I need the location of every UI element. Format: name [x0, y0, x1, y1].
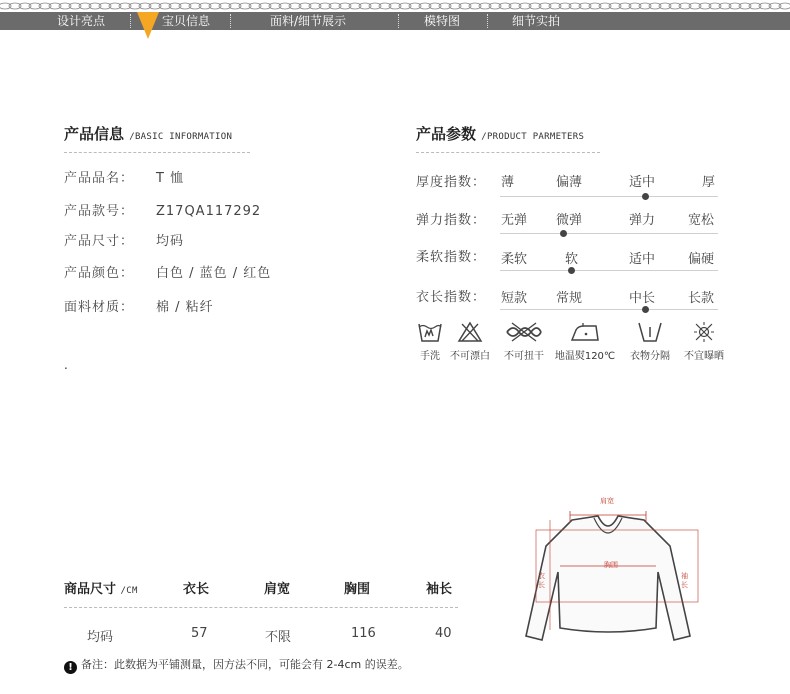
tab-separator [487, 14, 488, 28]
param-label-length: 衣长指数： [416, 290, 487, 305]
param-option: 适中 [629, 252, 656, 267]
param-option: 常规 [556, 291, 583, 306]
info-value: T 恤 [156, 171, 185, 186]
care-no-wring [498, 321, 550, 362]
param-option: 弹力 [629, 213, 656, 228]
tshirt-outline [526, 516, 690, 640]
param-selected-dot [568, 267, 575, 274]
param-option: 薄 [501, 175, 515, 190]
info-row-style-no [64, 200, 261, 219]
info-label: 产品尺寸： [64, 234, 135, 249]
care-no-bleach [445, 321, 495, 362]
info-value: 白色 / 蓝色 / 红色 [156, 266, 272, 281]
care-label: 衣物分隔 [630, 351, 670, 362]
care-label: 不可漂白 [450, 351, 490, 362]
param-selected-dot [642, 306, 649, 313]
size-table-title [64, 578, 138, 597]
size-header-shoulder: 肩宽 [264, 582, 291, 597]
param-option: 偏薄 [556, 175, 583, 190]
product-info-subtitle: /BASIC INFORMATION [129, 132, 233, 142]
size-cell-shoulder: 不限 [265, 630, 292, 645]
info-label: 产品品名： [64, 171, 135, 186]
size-cell-size: 均码 [87, 630, 114, 645]
care-hand-wash [412, 321, 448, 362]
decorative-chain-border [0, 0, 790, 12]
param-option: 短款 [501, 291, 528, 306]
care-label: 不可扭干 [504, 351, 544, 362]
info-row-name [64, 167, 184, 186]
info-row-color [64, 262, 271, 281]
product-params-heading [416, 123, 584, 144]
product-params-subtitle: /PRODUCT PARMETERS [481, 132, 585, 142]
diagram-sleeve-label: 袖长 [681, 572, 688, 589]
size-header-chest: 胸围 [344, 582, 371, 597]
info-value: Z17QA117292 [156, 204, 262, 219]
active-tab-marker [137, 12, 159, 39]
tab-model-photos[interactable]: 模特图 [424, 14, 461, 28]
param-label-thickness: 厚度指数： [416, 175, 487, 190]
tab-product-info[interactable]: 宝贝信息 [162, 14, 211, 28]
info-value: 均码 [156, 234, 185, 249]
no-sun-dry-icon [692, 321, 716, 343]
hand-wash-icon [417, 321, 443, 343]
care-wash-separately [624, 321, 676, 362]
diagram-chest-label: 胸围 [604, 561, 618, 569]
no-wring-icon [504, 321, 544, 343]
tab-fabric-details[interactable]: 面料/细节展示 [270, 14, 347, 28]
warning-icon: ! [64, 661, 77, 674]
tab-bar [0, 12, 790, 30]
size-title: 商品尺寸 [64, 582, 117, 597]
info-label: 面料材质： [64, 300, 135, 315]
wash-separately-icon [636, 321, 664, 343]
size-cell-length: 57 [191, 626, 208, 641]
info-row-size [64, 230, 184, 249]
param-option: 柔软 [501, 252, 528, 267]
no-bleach-icon [457, 321, 483, 343]
diagram-length-label: 衣长 [538, 572, 545, 589]
size-cell-chest: 116 [351, 626, 376, 641]
size-cell-sleeve: 40 [435, 626, 452, 641]
iron-low-icon [569, 321, 601, 343]
info-value: 棉 / 粘纤 [156, 300, 214, 315]
tab-detail-photos[interactable]: 细节实拍 [512, 14, 561, 28]
stray-dot: . [64, 358, 68, 372]
param-label-softness: 柔软指数： [416, 250, 487, 265]
param-option: 偏硬 [688, 252, 715, 267]
size-header-length: 衣长 [183, 582, 210, 597]
care-no-sun-dry [678, 321, 730, 362]
tab-separator [230, 14, 231, 28]
product-info-heading [64, 123, 232, 144]
tshirt-measurement-diagram [520, 490, 700, 650]
size-header-sleeve: 袖长 [426, 582, 453, 597]
divider [416, 152, 600, 153]
size-unit: /CM [120, 586, 138, 596]
param-option: 厚 [702, 175, 716, 190]
tab-separator [398, 14, 399, 28]
info-row-material [64, 296, 214, 315]
care-iron-low [553, 321, 617, 362]
param-scale-line [500, 196, 718, 197]
param-selected-dot [560, 230, 567, 237]
divider [64, 607, 458, 608]
care-label: 地温熨120℃ [554, 351, 616, 362]
care-label: 不宜曝晒 [684, 351, 724, 362]
note-text: 备注：此数据为平铺测量，因方法不同，可能会有 2-4cm 的误差。 [81, 658, 409, 671]
care-label: 手洗 [420, 351, 440, 362]
param-option: 微弹 [556, 213, 583, 228]
param-option: 宽松 [688, 213, 715, 228]
info-label: 产品款号： [64, 204, 135, 219]
param-label-elasticity: 弹力指数： [416, 213, 487, 228]
param-option: 软 [565, 252, 579, 267]
param-option: 适中 [629, 175, 656, 190]
param-selected-dot [642, 193, 649, 200]
product-params-title: 产品参数 [416, 125, 477, 143]
tab-separator [130, 14, 131, 28]
divider [64, 152, 250, 153]
param-option: 长款 [688, 291, 715, 306]
tab-design-highlights[interactable]: 设计亮点 [57, 14, 106, 28]
diagram-shoulder-label: 肩宽 [600, 497, 614, 505]
info-label: 产品颜色： [64, 266, 135, 281]
param-scale-line [500, 270, 718, 271]
measurement-note [64, 656, 409, 674]
product-info-title: 产品信息 [64, 125, 125, 143]
param-option: 中长 [629, 291, 656, 306]
param-option: 无弹 [501, 213, 528, 228]
param-scale-line [500, 309, 718, 310]
param-scale-line [500, 233, 718, 234]
